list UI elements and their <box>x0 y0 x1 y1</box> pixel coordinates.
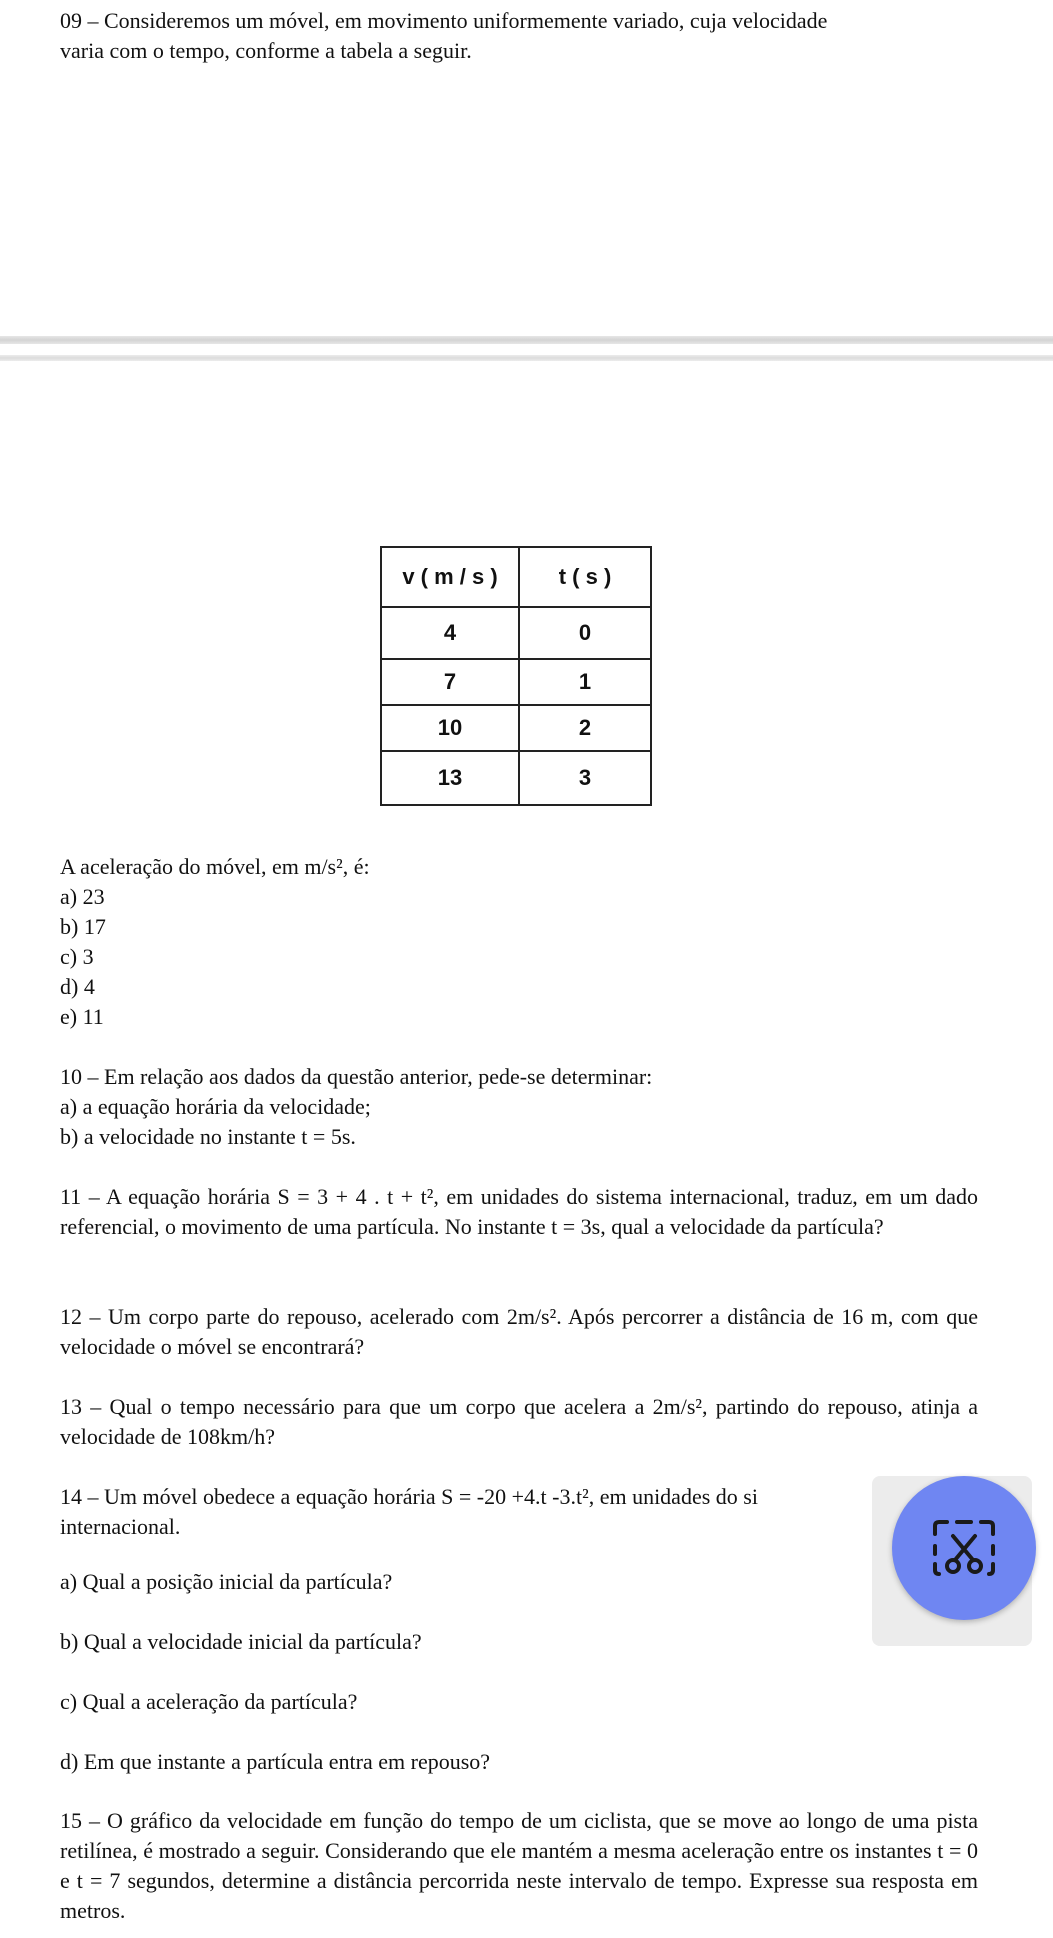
table-header-time: t ( s ) <box>519 547 651 607</box>
table-cell: 10 <box>381 705 519 751</box>
q09-option-e: e) 11 <box>60 1004 104 1029</box>
q15-text: 15 – O gráfico da velocidade em função do tempo de um ciclista, que se move ao longo de uma pista retilínea, é mostrado a seguir. Considerando que ele mantém a mesma aceleração entre os instantes t = 0 e t = 7 segundos, determine a distância percorrida neste intervalo de tempo. Expresse sua resposta em metros. <box>60 1808 978 1923</box>
table-row <box>381 607 651 659</box>
table-cell: 2 <box>519 705 651 751</box>
screenshot-crop-button[interactable] <box>892 1476 1036 1620</box>
q09-option-b: b) 17 <box>60 914 106 939</box>
q09-option-c: c) 3 <box>60 944 94 969</box>
q09-question: A aceleração do móvel, em m/s², é: <box>60 854 370 879</box>
table-header-velocity: v ( m / s ) <box>381 547 519 607</box>
q14-item-d: d) Em que instante a partícula entra em repouso? <box>60 1749 491 1774</box>
table-cell: 0 <box>519 607 651 659</box>
q13-text: 13 – Qual o tempo necessário para que um corpo que acelera a 2m/s², partindo do repouso, atinja a velocidade de 108km/h? <box>60 1394 978 1449</box>
scissors-crop-icon <box>931 1518 997 1578</box>
q09-option-d: d) 4 <box>60 974 95 999</box>
table-cell: 4 <box>381 607 519 659</box>
q12-text: 12 – Um corpo parte do repouso, acelerado com 2m/s². Após percorrer a distância de 16 m, com que velocidade o móvel se encontrará? <box>60 1304 978 1359</box>
page-separator <box>0 336 1053 344</box>
table-row <box>381 705 651 751</box>
q09-stem-line2: varia com o tempo, conforme a tabela a seguir. <box>60 38 472 63</box>
q11-text: 11 – A equação horária S = 3 + 4 . t + t², em unidades do sistema internacional, traduz, em um dado referencial, o movimento de uma partícula. No instante t = 3s, qual a velocidade da partícula? <box>60 1184 978 1239</box>
q14-item-b: b) Qual a velocidade inicial da partícula? <box>60 1629 422 1654</box>
table-row <box>381 751 651 805</box>
q09-stem-line1: 09 – Consideremos um móvel, em movimento uniformemente variado, cuja velocidade <box>60 8 828 33</box>
q09-option-a: a) 23 <box>60 884 105 909</box>
table-cell: 7 <box>381 659 519 705</box>
q10-item-a: a) a equação horária da velocidade; <box>60 1094 371 1119</box>
q14-item-a: a) Qual a posição inicial da partícula? <box>60 1569 393 1594</box>
table-cell: 13 <box>381 751 519 805</box>
table-row <box>381 659 651 705</box>
q10-item-b: b) a velocidade no instante t = 5s. <box>60 1124 356 1149</box>
page-separator-secondary <box>0 355 1053 361</box>
table-cell: 1 <box>519 659 651 705</box>
q14-item-c: c) Qual a aceleração da partícula? <box>60 1689 358 1714</box>
q10-stem: 10 – Em relação aos dados da questão anterior, pede-se determinar: <box>60 1064 653 1089</box>
q14-stem-line1: 14 – Um móvel obedece a equação horária S = -20 +4.t -3.t², em unidades do si <box>60 1484 758 1509</box>
q14-stem-line2: internacional. <box>60 1514 181 1539</box>
table-cell: 3 <box>519 751 651 805</box>
velocity-time-table <box>380 546 652 806</box>
